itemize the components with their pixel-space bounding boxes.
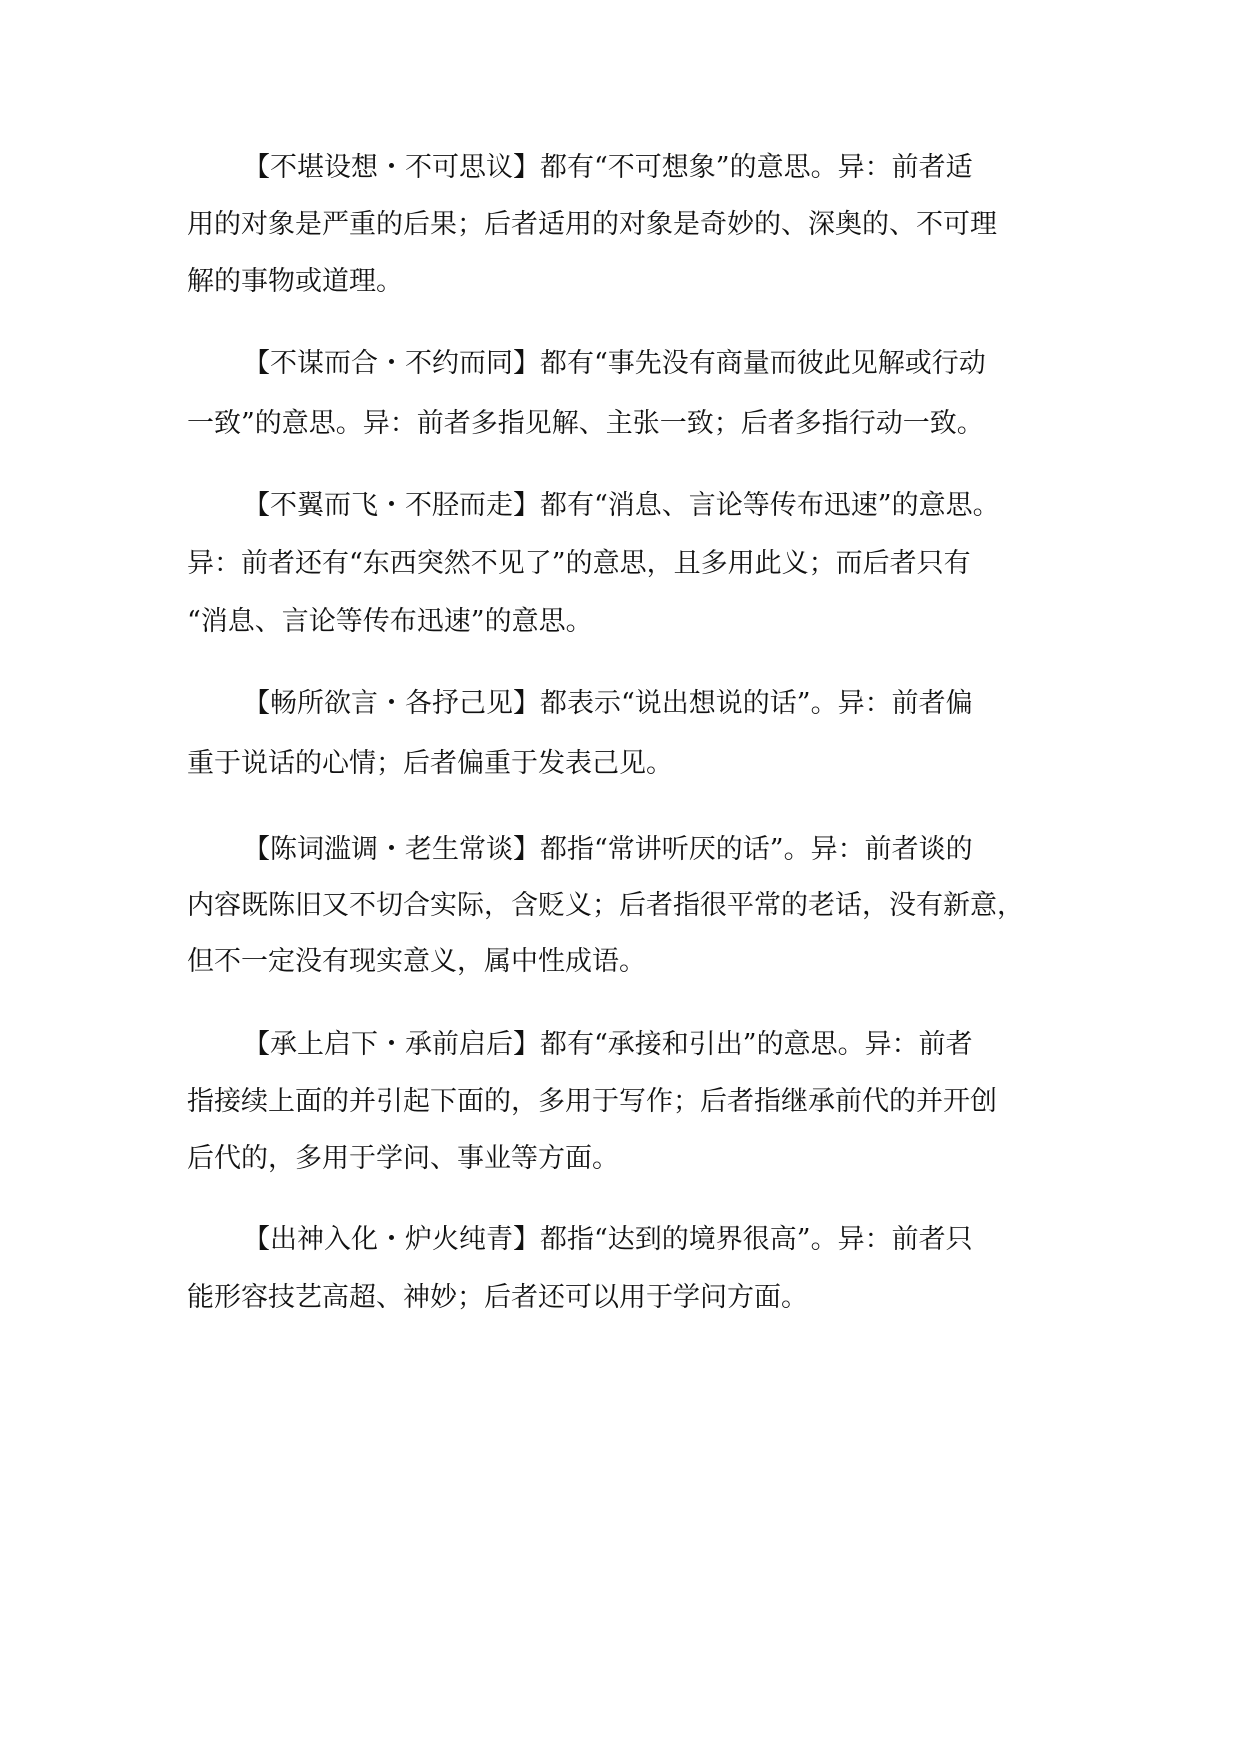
- entry-line: 【不堪设想・不可思议】都有“不可想象”的意思。异：前者适: [243, 152, 973, 183]
- entry-line: 内容既陈旧又不切合实际，含贬义；后者指很平常的老话，没有新意，: [187, 890, 1024, 921]
- entry-line: 重于说话的心情；后者偏重于发表己见。: [187, 748, 673, 779]
- entry-line: 解的事物或道理。: [187, 266, 403, 297]
- entry-line: 一致”的意思。异：前者多指见解、主张一致；后者多指行动一致。: [187, 408, 984, 439]
- entry-line: 能形容技艺高超、神妙；后者还可以用于学问方面。: [187, 1282, 808, 1313]
- entry-line: 【不翼而飞・不胫而走】都有“消息、言论等传布迅速”的意思。: [243, 490, 1000, 521]
- entry-line: 用的对象是严重的后果；后者适用的对象是奇妙的、深奥的、不可理: [187, 209, 997, 240]
- entry-line: 【不谋而合・不约而同】都有“事先没有商量而彼此见解或行动: [243, 348, 986, 379]
- entry-line: 【陈词滥调・老生常谈】都指“常讲听厌的话”。异：前者谈的: [243, 834, 973, 865]
- entry-line: “消息、言论等传布迅速”的意思。: [187, 606, 593, 637]
- entry-line: 异：前者还有“东西突然不见了”的意思，且多用此义；而后者只有: [187, 548, 971, 579]
- entry-line: 【畅所欲言・各抒己见】都表示“说出想说的话”。异：前者偏: [243, 688, 973, 719]
- entry-line: 【承上启下・承前启后】都有“承接和引出”的意思。异：前者: [243, 1029, 973, 1060]
- entry-line: 指接续上面的并引起下面的，多用于写作；后者指继承前代的并开创: [187, 1086, 997, 1117]
- entry-line: 后代的，多用于学问、事业等方面。: [187, 1143, 619, 1174]
- entry-line: 【出神入化・炉火纯青】都指“达到的境界很高”。异：前者只: [243, 1224, 973, 1255]
- entry-line: 但不一定没有现实意义，属中性成语。: [187, 946, 646, 977]
